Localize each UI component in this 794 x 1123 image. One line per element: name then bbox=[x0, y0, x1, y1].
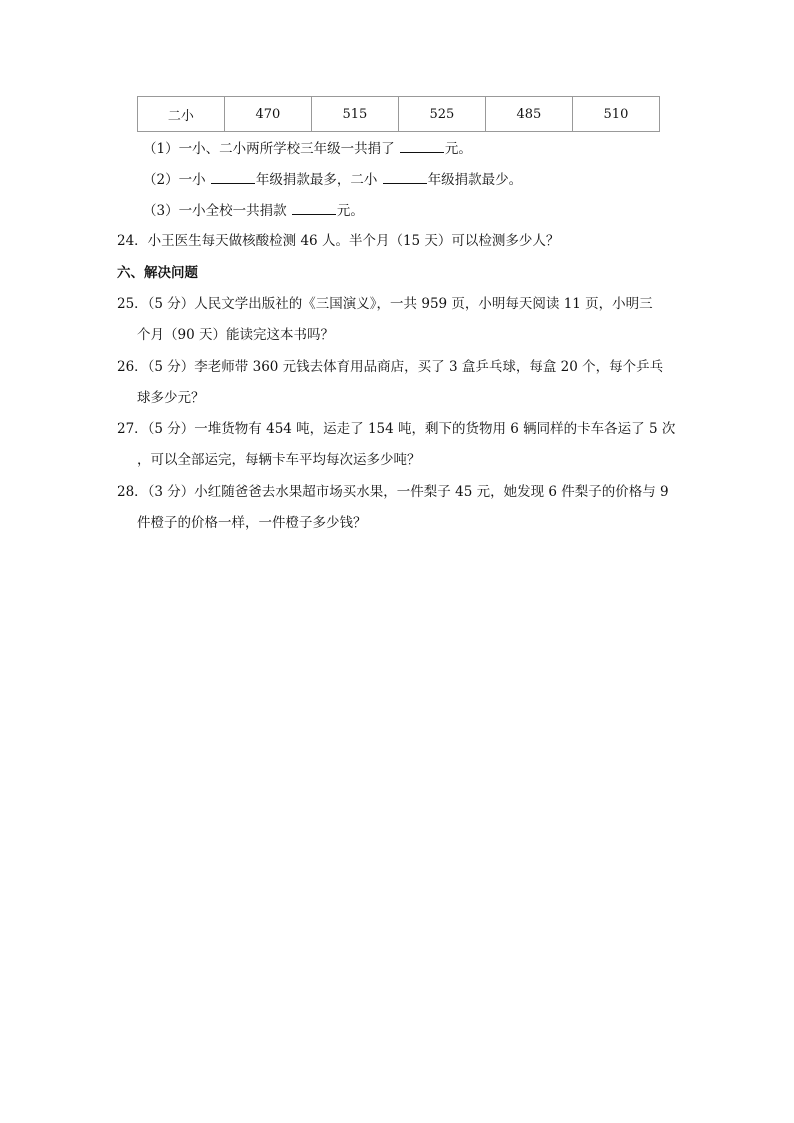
answer-blank[interactable] bbox=[383, 169, 427, 184]
q23-sub2: （2）一小 年级捐款最多，二小 年级捐款最少。 bbox=[143, 169, 522, 190]
table-cell: 525 bbox=[398, 97, 485, 132]
table-cell: 515 bbox=[311, 97, 398, 132]
question-25-line1: 25．（5 分）人民文学出版社的《三国演义》，一共 959 页，小明每天阅读 11 页，小明三 bbox=[117, 296, 653, 312]
q23-sub1: （1）一小、二小两所学校三年级一共捐了 元。 bbox=[143, 138, 472, 159]
table-cell: 485 bbox=[485, 97, 572, 132]
question-28-line1: 28．（3 分）小红随爸爸去水果超市场买水果，一件梨子 45 元，她发现 6 件梨子的价格与 9 bbox=[117, 484, 669, 500]
q23-sub3: （3）一小全校一共捐款 元。 bbox=[143, 200, 364, 221]
question-25-line2: 个月（90 天）能读完这本书吗？ bbox=[137, 327, 334, 343]
question-24: 24．小王医生每天做核酸检测 46 人。半个月（15 天）可以检测多少人？ bbox=[117, 233, 560, 249]
table-cell: 510 bbox=[572, 97, 659, 132]
table-row bbox=[138, 97, 660, 132]
donation-table bbox=[137, 96, 660, 132]
table-cell-school: 二小 bbox=[138, 97, 225, 132]
question-27-line1: 27．（5 分）一堆货物有 454 吨，运走了 154 吨，剩下的货物用 6 辆同样的卡车各运了 5 次 bbox=[117, 421, 676, 437]
answer-blank[interactable] bbox=[400, 138, 444, 153]
answer-blank[interactable] bbox=[211, 169, 255, 184]
question-26-line2: 球多少元？ bbox=[137, 390, 205, 406]
table-cell: 470 bbox=[224, 97, 311, 132]
answer-blank[interactable] bbox=[292, 200, 336, 215]
section-heading: 六、解决问题 bbox=[117, 265, 198, 281]
question-26-line1: 26．（5 分）李老师带 360 元钱去体育用品商店，买了 3 盒乒乓球，每盒 20 个，每个乒乓 bbox=[117, 359, 664, 375]
question-27-line2: ，可以全部运完，每辆卡车平均每次运多少吨？ bbox=[137, 452, 421, 468]
question-28-line2: 件橙子的价格一样，一件橙子多少钱？ bbox=[137, 515, 367, 531]
